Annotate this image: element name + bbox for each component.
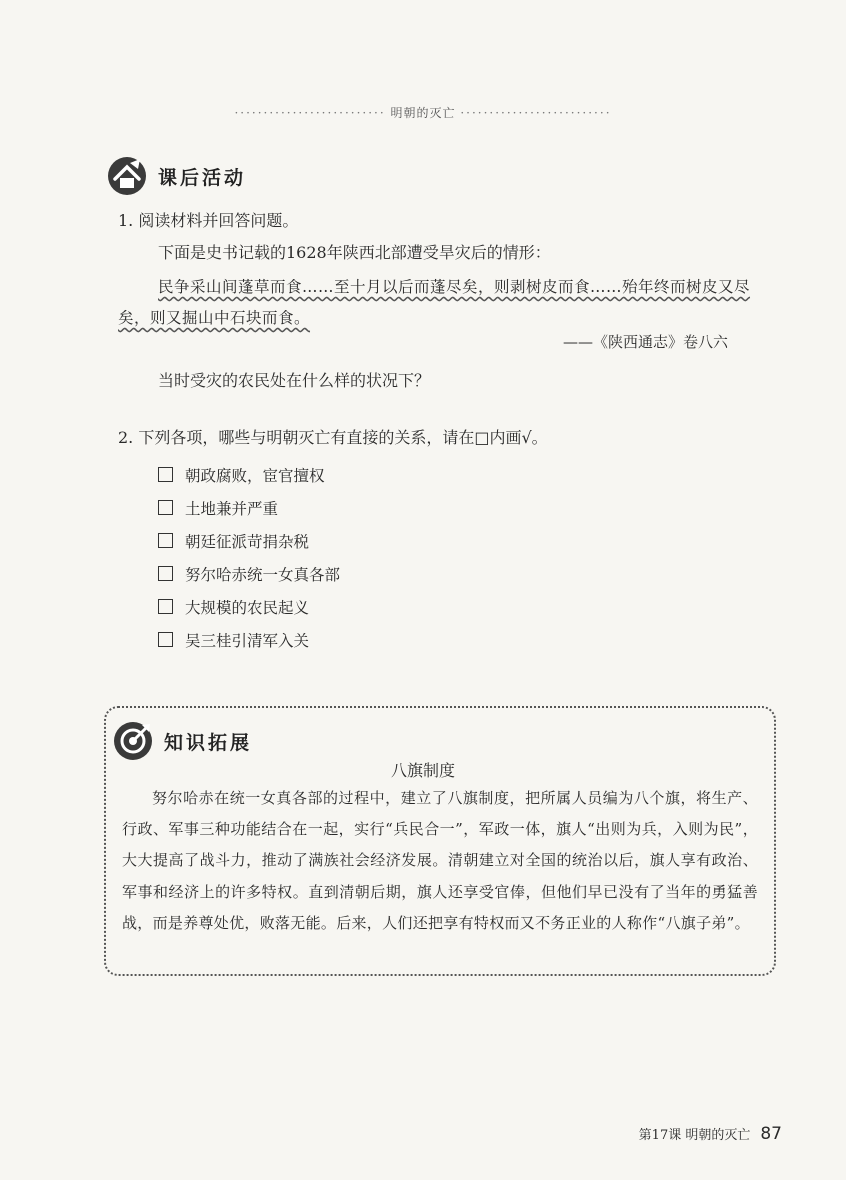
- activity-title: 课后活动: [158, 166, 247, 189]
- running-head-dots-left: ··························: [234, 106, 386, 120]
- quote-citation: ——《陕西通志》卷八六: [562, 333, 728, 351]
- question-1-label: 1. 阅读材料并回答问题。: [118, 211, 299, 230]
- target-arrow-icon: [112, 720, 154, 762]
- checkbox[interactable]: [158, 566, 173, 581]
- option-item[interactable]: [158, 590, 340, 623]
- option-label: 朝政腐败，宦官擅权: [185, 466, 325, 485]
- activity-heading: [106, 155, 246, 197]
- option-list: [158, 458, 340, 656]
- quote-text: [118, 272, 758, 334]
- option-label: 努尔哈赤统一女真各部: [185, 565, 341, 584]
- extension-heading: [112, 720, 252, 762]
- option-item[interactable]: [158, 557, 340, 590]
- house-arrow-icon: [106, 155, 148, 197]
- question-1-intro: 下面是史书记载的1628年陕西北部遭受旱灾后的情形：: [158, 243, 551, 262]
- option-label: 土地兼并严重: [185, 499, 279, 518]
- running-head: [0, 104, 846, 121]
- option-item[interactable]: [158, 491, 340, 524]
- checkbox[interactable]: [158, 632, 173, 647]
- question-2-label: 2. 下列各项，哪些与明朝灭亡有直接的关系，请在□内画√。: [118, 428, 548, 447]
- option-label: 朝廷征派苛捐杂税: [185, 532, 310, 551]
- running-head-title: 明朝的灭亡: [390, 106, 456, 120]
- option-item[interactable]: [158, 623, 340, 656]
- running-head-dots-right: ··························: [460, 106, 612, 120]
- checkbox[interactable]: [158, 500, 173, 515]
- article-body: 努尔哈赤在统一女真各部的过程中，建立了八旗制度，把所属人员编为八个旗，将生产、行政、军事三种功能结合在一起，实行“兵民合一”，军政一体，旗人“出则为兵，入则为民”，大大提高了战斗力，推动了满族社会经济发展。清朝建立对全国的统治以后，旗人享有政治、军事和经济上的许多特权。直到清朝后期，旗人还享受官俸，但他们早已没有了当年的勇猛善战，而是养尊处优，败落无能。后来，人们还把享有特权而又不务正业的人称作“八旗子弟”。: [122, 789, 758, 932]
- article-title: 八旗制度: [390, 761, 455, 780]
- page-number: 87: [760, 1124, 782, 1144]
- footer-lesson: 第17课 明朝的灭亡: [638, 1128, 751, 1143]
- option-label: 大规模的农民起义: [185, 598, 310, 617]
- extension-title: 知识拓展: [164, 731, 253, 754]
- option-item[interactable]: [158, 458, 340, 491]
- checkbox[interactable]: [158, 599, 173, 614]
- checkbox[interactable]: [158, 467, 173, 482]
- page-footer: [639, 1124, 782, 1144]
- question-1-question: 当时受灾的农民处在什么样的状况下？: [158, 371, 431, 390]
- option-label: 吴三桂引清军入关: [185, 631, 310, 650]
- checkbox[interactable]: [158, 533, 173, 548]
- option-item[interactable]: [158, 524, 340, 557]
- quote-underlined: 民争采山间蓬草而食……至十月以后而蓬尽矣，则剥树皮而食……殆年终而树皮又尽矣，则又掘山中石块而食。: [118, 278, 751, 327]
